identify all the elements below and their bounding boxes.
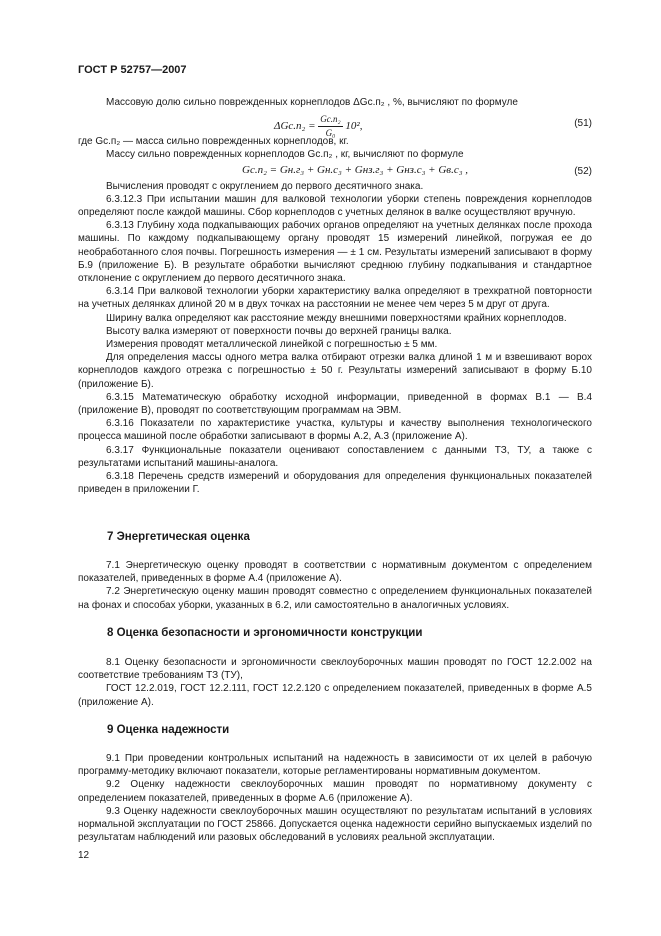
rounding-note: Вычисления проводят с округлением до первого десятичного знака. [106, 180, 424, 192]
section-6-continuation [78, 96, 592, 496]
section-8-body [78, 656, 592, 709]
formula-52-number: (52) [574, 165, 592, 177]
paragraph-6-3-12-3: 6.3.12.3 При испытании машин для валковой технологии уборки степень повреждения корнеплодов определяют после каждой машины. Сбор корнеплодов с учетных делянок в валке осуществляют вручную. [78, 193, 592, 219]
formula-51-tail: 10², [345, 120, 363, 133]
paragraph-windrow-mass: Для определения массы одного метра валка отбирают отрезки валка длиной 1 м и взвешивают ворох корнеплодов каждого отрезка с погрешностью ± 50 г. Результаты измерений записывают в форму Б.10 (приложение Б). [78, 352, 592, 390]
formula-51-expression [274, 113, 362, 140]
paragraph-6-3-18: 6.3.18 Перечень средств измерений и оборудования для определения функциональных показателей приведен в приложении Г. [78, 471, 592, 496]
paragraph-9-1: 9.1 При проведении контрольных испытаний на надежность в зависимости от их целей в рабочую программу-методику включают показатели, которые регламентированы нормативным документом. [78, 753, 592, 778]
paragraph-6-3-13: 6.3.13 Глубину хода подкапывающих рабочих органов определяют на учетных делянках после прохода машины. По каждому подкапывающему органу проводят 15 измерений линейкой, погружая ее до необработанного слоя почвы. Погрешность измерения — ± 1 см. Результаты измерений записывают в форму Б.9 (приложение Б). В результате обработки вычисляют среднюю глубину подкапывания и стандартное отклонение с округлением до первого десятичного знака. [78, 220, 592, 285]
formula-51-denominator: G₀ [325, 128, 336, 139]
paragraph-8-1-continued: ГОСТ 12.2.019, ГОСТ 12.2.111, ГОСТ 12.2.120 с определением показателей, приведенных в форме А.5 (приложение А). [78, 683, 592, 708]
section-8-title: 8 Оценка безопасности и эргономичности конструкции [107, 627, 423, 639]
paragraph-6-3-16: 6.3.16 Показатели по характеристике участка, культуры и качеству выполнения технологического процесса машиной после обработки записывают в формы А.2, А.3 (приложение А). [78, 418, 592, 443]
document-header: ГОСТ Р 52757—2007 [78, 64, 187, 76]
paragraph-7-1: 7.1 Энергетическую оценку проводят в соответствии с нормативным документом с определением показателей, приведенных в форме А.4 (приложение А). [78, 560, 592, 585]
formula-51-intro: Массовую долю сильно поврежденных корнеплодов ΔGс.п₂ , %, вычисляют по формуле [106, 97, 518, 108]
paragraph-ruler: Измерения проводят металлической линейкой с погрешностью ± 5 мм. [106, 339, 438, 351]
formula-51 [78, 109, 592, 139]
formula-51-where: где Gс.п₂ — масса сильно поврежденных корнеплодов, кг. [78, 136, 349, 148]
section-9-body [78, 752, 592, 844]
formula-52-expression: Gс.п₂ = Gн.г₃ + Gн.с₃ + Gнз.г₃ + Gнз.с₃ + Gв.с₃ , [242, 163, 469, 176]
paragraph-9-2: 9.2 Оценку надежности свеклоуборочных машин проводят по нормативному документу с определением показателей, приведенных в форме А.6 (приложение А). [78, 779, 592, 804]
paragraph-6-3-14: 6.3.14 При валковой технологии уборки характеристику валка определяют в трехкратной повторности на учетных делянках длиной 20 м в двух точках на расстоянии не менее чем через 5 м друг от друга. [78, 286, 592, 311]
paragraph-windrow-height: Высоту валка измеряют от поверхности почвы до верхней границы валка. [106, 325, 452, 337]
formula-51-number: (51) [574, 118, 592, 130]
section-7-body [78, 559, 592, 612]
formula-52-intro: Массу сильно поврежденных корнеплодов Gс.п₂ , кг, вычисляют по формуле [106, 149, 464, 161]
paragraph-windrow-width: Ширину валка определяют как расстояние между внешними поверхностями крайних корнеплодов. [106, 312, 567, 324]
formula-51-lhs: ΔGс.п₂ = [274, 120, 316, 133]
page-number: 12 [78, 850, 90, 861]
paragraph-9-3: 9.3 Оценку надежности свеклоуборочных машин осуществляют по результатам испытаний в условиях нормальной эксплуатации по ГОСТ 25866. Допускается оценка надежности серийно выпускаемых изделий по результатам наблюдений или разовых обследований в условиях реальной эксплуатации. [78, 805, 592, 844]
formula-51-fraction [318, 113, 342, 140]
paragraph-7-2: 7.2 Энергетическую оценку машин проводят совместно с определением функциональных показателей на фонах и способах уборки, указанных в 6.2, или самостоятельно в аналогичных условиях. [78, 586, 592, 611]
paragraph-6-3-15: 6.3.15 Математическую обработку исходной информации, приведенной в формах В.1 — В.4 (приложение В), проводят по соответствующим программам на ЭВМ. [78, 391, 592, 417]
paragraph-8-1: 8.1 Оценку безопасности и эргономичности свеклоуборочных машин проводят по ГОСТ 12.2.002 на соответствие требованиям ТЗ (ТУ), [78, 657, 592, 682]
section-9-title: 9 Оценка надежности [107, 724, 230, 736]
section-7-title: 7 Энергетическая оценка [107, 531, 250, 543]
paragraph-6-3-17: 6.3.17 Функциональные показатели оценивают сопоставлением с данными ТЗ, ТУ, а также с результатами испытаний машины-аналога. [78, 444, 592, 469]
formula-51-numerator: Gс.п₂ [318, 113, 342, 127]
formula-52 [78, 162, 592, 180]
